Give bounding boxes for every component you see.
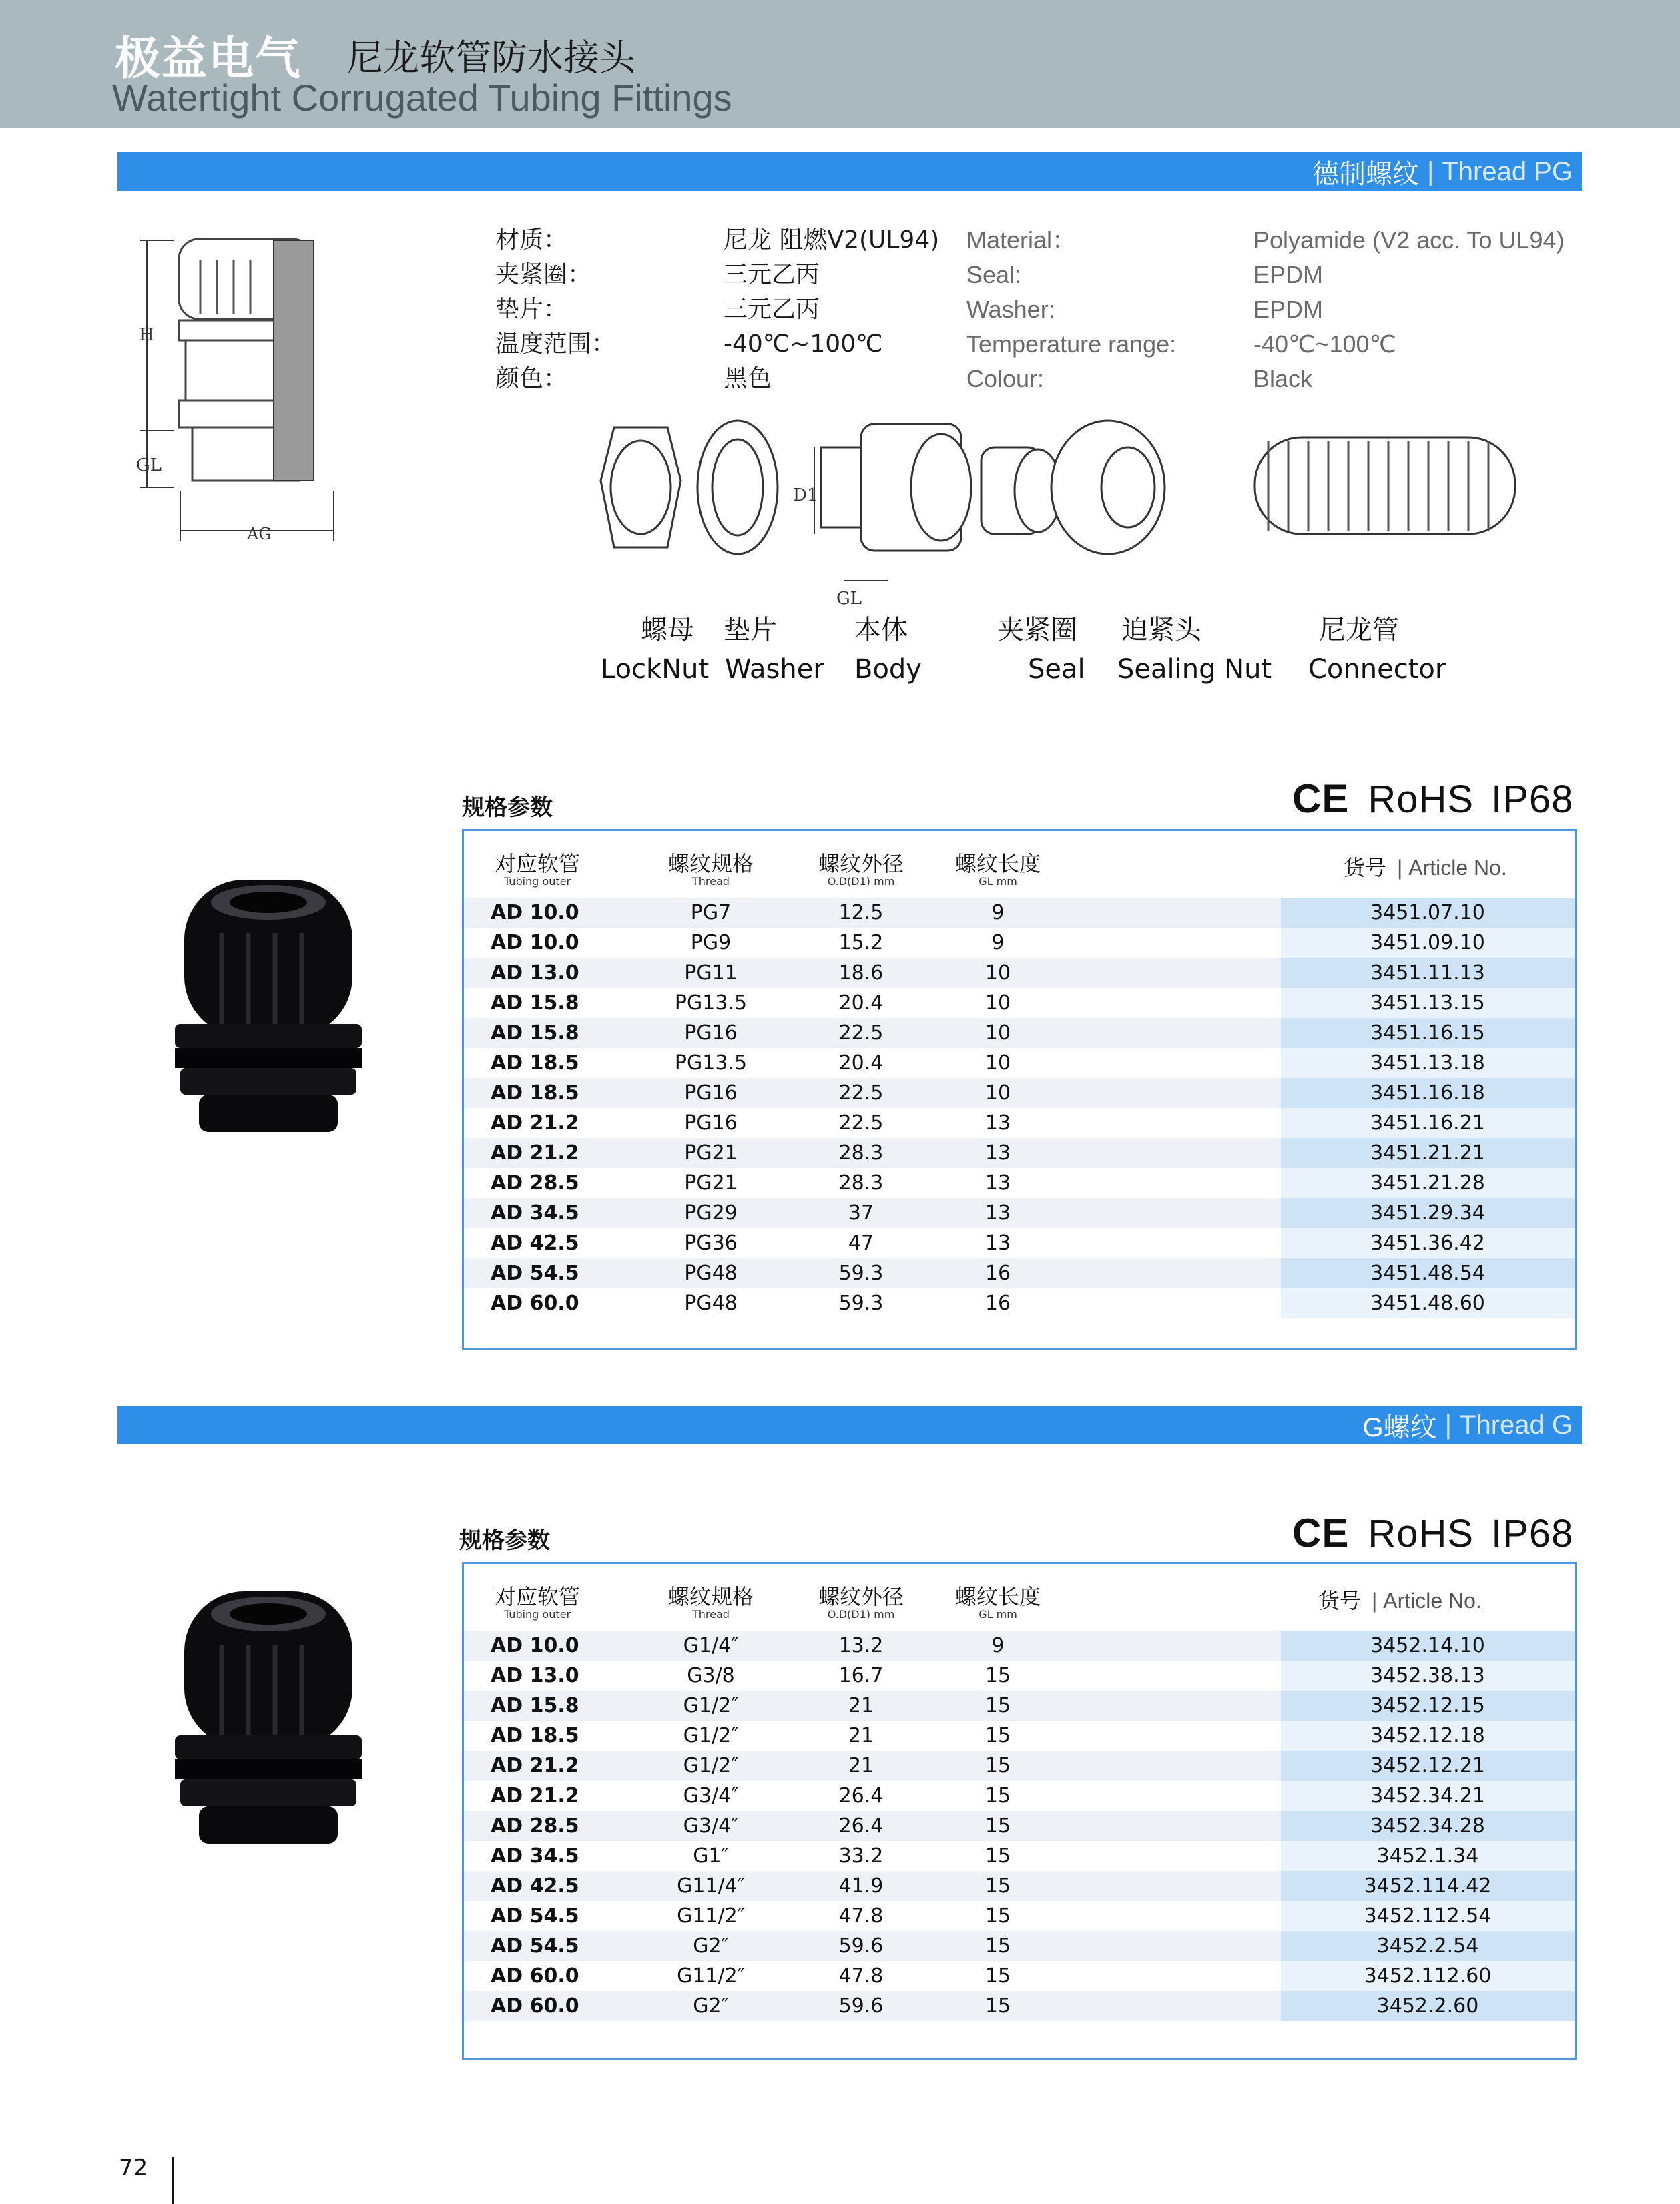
cell-tubing: AD 21.2 (491, 1784, 579, 1808)
spec-colour-cn-value: 黑色 (724, 365, 772, 392)
exploded-parts-drawing (594, 414, 1528, 607)
table-row (464, 1751, 1575, 1781)
cell-gl: 13 (985, 1141, 1011, 1165)
cell-tubing: AD 10.0 (491, 1634, 579, 1657)
cell-tubing: AD 34.5 (491, 1201, 579, 1225)
spec-washer-cn-label: 垫片： (495, 296, 568, 323)
col-header-article (1344, 851, 1507, 882)
table-row (464, 1691, 1575, 1721)
spec-washer-en-label: Washer: (966, 296, 1055, 323)
cell-gl: 15 (985, 1874, 1011, 1898)
cell-tubing: AD 60.0 (491, 1964, 579, 1988)
cell-tubing: AD 21.2 (491, 1141, 579, 1165)
spec-seal-en-value: EPDM (1253, 261, 1324, 288)
spec-table-title: 规格参数 (462, 794, 553, 821)
cell-gl: 10 (985, 1051, 1011, 1075)
col-header-gl (924, 1580, 1071, 1621)
section-title-cn: G螺纹 (1362, 1412, 1437, 1442)
part-locknut-cn: 螺母 (641, 615, 694, 645)
part-body-en: Body (854, 654, 922, 685)
table-row (464, 928, 1575, 958)
spec-washer-en-value: EPDM (1253, 296, 1324, 323)
cell-thread: G3/8 (687, 1664, 735, 1687)
col-header-thread (644, 847, 778, 888)
cell-od: 41.9 (838, 1874, 884, 1898)
table-row (464, 1288, 1575, 1318)
cell-gl: 10 (985, 991, 1011, 1015)
cell-tubing: AD 60.0 (491, 1292, 579, 1315)
cell-tubing: AD 60.0 (491, 1994, 579, 2018)
cell-od: 16.7 (838, 1664, 884, 1687)
cell-gl: 15 (985, 1694, 1011, 1717)
cell-od: 47.8 (838, 1964, 884, 1988)
cell-od: 13.2 (838, 1634, 884, 1657)
cell-gl: 15 (985, 1904, 1011, 1928)
cell-thread: PG16 (684, 1111, 738, 1135)
cell-od: 15.2 (838, 931, 884, 954)
cell-od: 47.8 (838, 1904, 884, 1928)
col-header-article-en: | Article No. (1372, 1589, 1482, 1613)
cell-gl: 15 (985, 1724, 1011, 1747)
ip-rating: IP68 (1491, 1512, 1574, 1555)
part-seal-cn: 夹紧圈 (997, 615, 1077, 645)
cell-thread: G2″ (693, 1934, 729, 1958)
cell-tubing: AD 13.0 (491, 961, 579, 985)
separator: | (1444, 1410, 1452, 1440)
product-photo-black-gland (175, 880, 362, 1133)
cell-article: 3451.36.42 (1370, 1231, 1485, 1255)
col-header-article (1318, 1584, 1482, 1615)
table-row (464, 1631, 1575, 1661)
cell-od: 28.3 (838, 1171, 884, 1195)
spec-temperature-en-label: Temperature range: (966, 330, 1177, 358)
cell-tubing: AD 42.5 (491, 1874, 579, 1898)
section-title-cn: 德制螺纹 (1312, 159, 1419, 189)
dimension-gl-label: GL (136, 455, 162, 475)
cell-thread: PG13.5 (674, 991, 748, 1015)
cell-tubing: AD 54.5 (491, 1904, 579, 1928)
section-bar-pg (117, 152, 1582, 191)
table-row (464, 1168, 1575, 1198)
cell-od: 20.4 (838, 1051, 884, 1075)
spec-temperature-cn-label: 温度范围： (495, 330, 616, 358)
cell-article: 3452.1.34 (1376, 1844, 1479, 1868)
col-header-tubing (484, 1580, 591, 1621)
cell-thread: PG29 (684, 1201, 738, 1225)
cell-tubing: AD 18.5 (491, 1051, 579, 1075)
spec-seal-en-label: Seal: (966, 261, 1022, 288)
cell-tubing: AD 21.2 (491, 1754, 579, 1777)
cell-tubing: AD 18.5 (491, 1081, 579, 1105)
cell-article: 3451.09.10 (1370, 931, 1485, 954)
spec-material-cn-value: 尼龙 阻燃V2(UL94) (724, 226, 940, 254)
cell-tubing: AD 10.0 (491, 901, 579, 924)
cell-gl: 15 (985, 1784, 1011, 1808)
cell-gl: 9 (991, 1634, 1005, 1657)
section-bar-label (1303, 152, 1582, 191)
cell-tubing: AD 34.5 (491, 1844, 579, 1868)
cell-article: 3452.12.18 (1370, 1724, 1485, 1747)
spec-table-title: 规格参数 (459, 1527, 550, 1554)
cell-gl: 15 (985, 1664, 1011, 1687)
cell-od: 59.3 (838, 1292, 884, 1315)
cell-tubing: AD 13.0 (491, 1664, 579, 1687)
cell-article: 3451.16.21 (1370, 1111, 1485, 1135)
cell-thread: G3/4″ (683, 1784, 739, 1808)
cell-gl: 10 (985, 1081, 1011, 1105)
table-row (464, 958, 1575, 988)
ip-rating: IP68 (1491, 778, 1574, 821)
col-header-article-cn: 货号 (1344, 855, 1387, 880)
cell-gl: 13 (985, 1111, 1011, 1135)
certification-marks (1292, 1510, 1573, 1556)
rohs-mark: RoHS (1368, 1512, 1474, 1555)
dimension-gl-body-label: GL (836, 589, 862, 607)
cell-tubing: AD 42.5 (491, 1231, 579, 1255)
cell-od: 59.6 (838, 1994, 884, 2018)
page-header (0, 0, 1680, 128)
cell-thread: PG13.5 (674, 1051, 748, 1075)
cell-gl: 9 (991, 901, 1005, 924)
col-header-od (778, 1580, 944, 1621)
cell-thread: PG16 (684, 1021, 738, 1045)
cell-gl: 16 (985, 1262, 1011, 1285)
col-header-thread-en: Thread (692, 875, 730, 888)
cell-thread: PG21 (684, 1171, 738, 1195)
cell-tubing: AD 54.5 (491, 1934, 579, 1958)
table-row (464, 1931, 1575, 1961)
table-row (464, 1228, 1575, 1258)
ce-mark: CE (1292, 1510, 1350, 1555)
cell-od: 26.4 (838, 1784, 884, 1808)
cell-thread: PG48 (684, 1262, 738, 1285)
cell-thread: PG36 (684, 1231, 738, 1255)
col-header-od-cn: 螺纹外径 (818, 1584, 904, 1609)
table-row (464, 1871, 1575, 1901)
cell-gl: 15 (985, 1994, 1011, 2018)
part-connector-en: Connector (1308, 654, 1446, 685)
ce-mark: CE (1292, 776, 1350, 821)
cell-gl: 15 (985, 1754, 1011, 1777)
cell-thread: PG9 (690, 931, 732, 954)
col-header-od (778, 847, 944, 888)
cell-od: 22.5 (838, 1081, 884, 1105)
cell-thread: PG21 (684, 1141, 738, 1165)
cell-thread: G1/2″ (683, 1724, 739, 1747)
col-header-gl-cn: 螺纹长度 (954, 851, 1041, 876)
spec-seal-cn-label: 夹紧圈： (495, 261, 592, 288)
cell-gl: 10 (985, 1021, 1011, 1045)
certification-marks (1292, 776, 1573, 822)
table-row (464, 1138, 1575, 1168)
col-header-thread (644, 1580, 778, 1621)
col-header-tubing-en: Tubing outer (503, 1608, 571, 1621)
cell-article: 3451.13.18 (1370, 1051, 1485, 1075)
table-row (464, 1048, 1575, 1078)
part-washer-en: Washer (725, 654, 824, 685)
table-row (464, 1991, 1575, 2021)
cell-article: 3451.16.18 (1370, 1081, 1485, 1105)
cell-thread: PG11 (684, 961, 738, 985)
cell-article: 3452.2.54 (1376, 1934, 1479, 1958)
cell-article: 3451.48.60 (1370, 1292, 1485, 1315)
dimension-d1-label: D1 (793, 485, 818, 505)
cell-tubing: AD 18.5 (491, 1724, 579, 1747)
spec-colour-en-value: Black (1253, 365, 1313, 392)
spec-washer-cn-value: 三元乙丙 (724, 296, 820, 323)
cell-article: 3452.12.21 (1370, 1754, 1485, 1777)
cell-od: 47 (848, 1231, 874, 1255)
table-row (464, 1841, 1575, 1871)
cell-gl: 9 (991, 931, 1005, 954)
cell-od: 59.3 (838, 1262, 884, 1285)
cell-article: 3451.48.54 (1370, 1262, 1485, 1285)
cell-gl: 13 (985, 1231, 1011, 1255)
cell-thread: G11/2″ (677, 1904, 745, 1928)
table-row (464, 1901, 1575, 1931)
cell-od: 37 (848, 1201, 874, 1225)
section-bar-label (1354, 1406, 1582, 1444)
col-header-gl (924, 847, 1071, 888)
col-header-tubing-en: Tubing outer (503, 875, 571, 888)
cell-gl: 10 (985, 961, 1011, 985)
cell-tubing: AD 28.5 (491, 1814, 579, 1838)
cell-thread: G11/2″ (677, 1964, 745, 1988)
spec-material-cn-label: 材质： (495, 226, 568, 254)
cell-article: 3452.112.60 (1364, 1964, 1492, 1988)
cell-article: 3451.21.21 (1370, 1141, 1485, 1165)
table-row (464, 1198, 1575, 1228)
table-row (464, 1961, 1575, 1991)
col-header-gl-cn: 螺纹长度 (954, 1584, 1041, 1609)
cell-article: 3451.29.34 (1370, 1201, 1485, 1225)
dimension-ag-label: AG (247, 525, 272, 543)
table-row (464, 1258, 1575, 1288)
cell-thread: G2″ (693, 1994, 729, 2018)
cell-thread: G1/4″ (683, 1634, 739, 1657)
cell-gl: 13 (985, 1201, 1011, 1225)
col-header-thread-cn: 螺纹规格 (667, 851, 754, 876)
cell-tubing: AD 28.5 (491, 1171, 579, 1195)
cell-article: 3452.12.15 (1370, 1694, 1485, 1717)
cell-od: 21 (848, 1694, 874, 1717)
cell-article: 3452.38.13 (1370, 1664, 1485, 1687)
col-header-gl-en: GL mm (978, 875, 1017, 888)
product-title-en: Watertight Corrugated Tubing Fittings (112, 77, 732, 119)
section-title-en: Thread PG (1442, 156, 1573, 186)
product-photo-black-gland (175, 1591, 362, 1845)
cell-od: 21 (848, 1754, 874, 1777)
spec-temperature-en-value: -40℃~100℃ (1253, 330, 1396, 358)
col-header-thread-en: Thread (692, 1608, 730, 1621)
spec-table-g (462, 1562, 1577, 2060)
table-row (464, 1781, 1575, 1811)
table-row (464, 1078, 1575, 1108)
separator: | (1426, 156, 1434, 186)
cell-od: 26.4 (838, 1814, 884, 1838)
spec-temperature-cn-value: -40℃~100℃ (724, 330, 883, 358)
cell-article: 3451.16.15 (1370, 1021, 1485, 1045)
cell-article: 3451.13.15 (1370, 991, 1485, 1015)
cell-od: 33.2 (838, 1844, 884, 1868)
cell-od: 20.4 (838, 991, 884, 1015)
col-header-od-en: O.D(D1) mm (827, 1608, 895, 1621)
spec-material-en-value: Polyamide (V2 acc. To UL94) (1253, 226, 1565, 254)
cell-gl: 16 (985, 1292, 1011, 1315)
brand-name: 极益电气 (115, 33, 302, 85)
cell-article: 3452.112.54 (1364, 1904, 1492, 1928)
cell-article: 3452.2.60 (1376, 1994, 1479, 2018)
dimension-h-label: H (139, 325, 154, 345)
col-header-article-en: | Article No. (1397, 856, 1507, 880)
cell-od: 22.5 (838, 1021, 884, 1045)
col-header-tubing-cn: 对应软管 (494, 1584, 580, 1609)
cell-thread: G1/2″ (683, 1754, 739, 1777)
cell-thread: G11/4″ (677, 1874, 745, 1898)
cell-gl: 15 (985, 1844, 1011, 1868)
cell-gl: 13 (985, 1171, 1011, 1195)
spec-colour-en-label: Colour: (966, 365, 1045, 392)
cell-tubing: AD 15.8 (491, 1694, 579, 1717)
cell-article: 3451.21.28 (1370, 1171, 1485, 1195)
cell-tubing: AD 15.8 (491, 991, 579, 1015)
part-sealing-nut-cn: 迫紧头 (1121, 615, 1201, 645)
part-sealing-nut-en: Sealing Nut (1117, 654, 1272, 685)
cell-tubing: AD 10.0 (491, 931, 579, 954)
footer-divider (172, 2157, 174, 2204)
cell-article: 3452.14.10 (1370, 1634, 1485, 1657)
spec-material-en-label: Material： (966, 226, 1077, 254)
cell-article: 3452.34.21 (1370, 1784, 1485, 1808)
section-bar-g (117, 1406, 1582, 1444)
cell-gl: 15 (985, 1934, 1011, 1958)
cell-article: 3452.114.42 (1364, 1874, 1492, 1898)
product-title-cn: 尼龙软管防水接头 (347, 37, 635, 79)
cell-od: 18.6 (838, 961, 884, 985)
cell-od: 22.5 (838, 1111, 884, 1135)
spec-colour-cn-label: 颜色： (495, 365, 568, 392)
spec-table-pg (462, 829, 1577, 1350)
cell-od: 59.6 (838, 1934, 884, 1958)
cell-tubing: AD 54.5 (491, 1262, 579, 1285)
rohs-mark: RoHS (1368, 778, 1474, 821)
cell-article: 3452.34.28 (1370, 1814, 1485, 1838)
part-body-cn: 本体 (854, 615, 908, 645)
part-locknut-en: LockNut (601, 654, 710, 685)
cell-od: 21 (848, 1724, 874, 1747)
cell-gl: 15 (985, 1814, 1011, 1838)
cell-thread: G1/2″ (683, 1694, 739, 1717)
part-washer-cn: 垫片 (724, 615, 777, 645)
cell-article: 3451.11.13 (1370, 961, 1485, 985)
part-seal-en: Seal (1028, 654, 1085, 685)
table-row (464, 1811, 1575, 1841)
col-header-tubing-cn: 对应软管 (494, 851, 580, 876)
cell-od: 28.3 (838, 1141, 884, 1165)
page-number: 72 (119, 2155, 148, 2181)
col-header-gl-en: GL mm (978, 1608, 1017, 1621)
spec-seal-cn-value: 三元乙丙 (724, 261, 820, 288)
table-row (464, 988, 1575, 1018)
cell-tubing: AD 21.2 (491, 1111, 579, 1135)
section-title-en: Thread G (1460, 1410, 1573, 1440)
col-header-thread-cn: 螺纹规格 (667, 1584, 754, 1609)
cell-thread: G1″ (693, 1844, 729, 1868)
cell-thread: PG7 (690, 901, 732, 924)
col-header-tubing (484, 847, 591, 888)
table-row (464, 1108, 1575, 1138)
table-row (464, 1018, 1575, 1048)
cell-thread: PG16 (684, 1081, 738, 1105)
technical-drawing (133, 227, 387, 561)
col-header-od-en: O.D(D1) mm (827, 875, 895, 888)
part-connector-cn: 尼龙管 (1319, 615, 1399, 645)
table-row (464, 1661, 1575, 1691)
cell-od: 12.5 (838, 901, 884, 924)
cell-article: 3451.07.10 (1370, 901, 1485, 924)
col-header-od-cn: 螺纹外径 (818, 851, 904, 876)
cell-gl: 15 (985, 1964, 1011, 1988)
cell-thread: PG48 (684, 1292, 738, 1315)
cell-thread: G3/4″ (683, 1814, 739, 1838)
table-row (464, 1721, 1575, 1751)
cell-tubing: AD 15.8 (491, 1021, 579, 1045)
table-row (464, 898, 1575, 928)
col-header-article-cn: 货号 (1318, 1588, 1362, 1613)
